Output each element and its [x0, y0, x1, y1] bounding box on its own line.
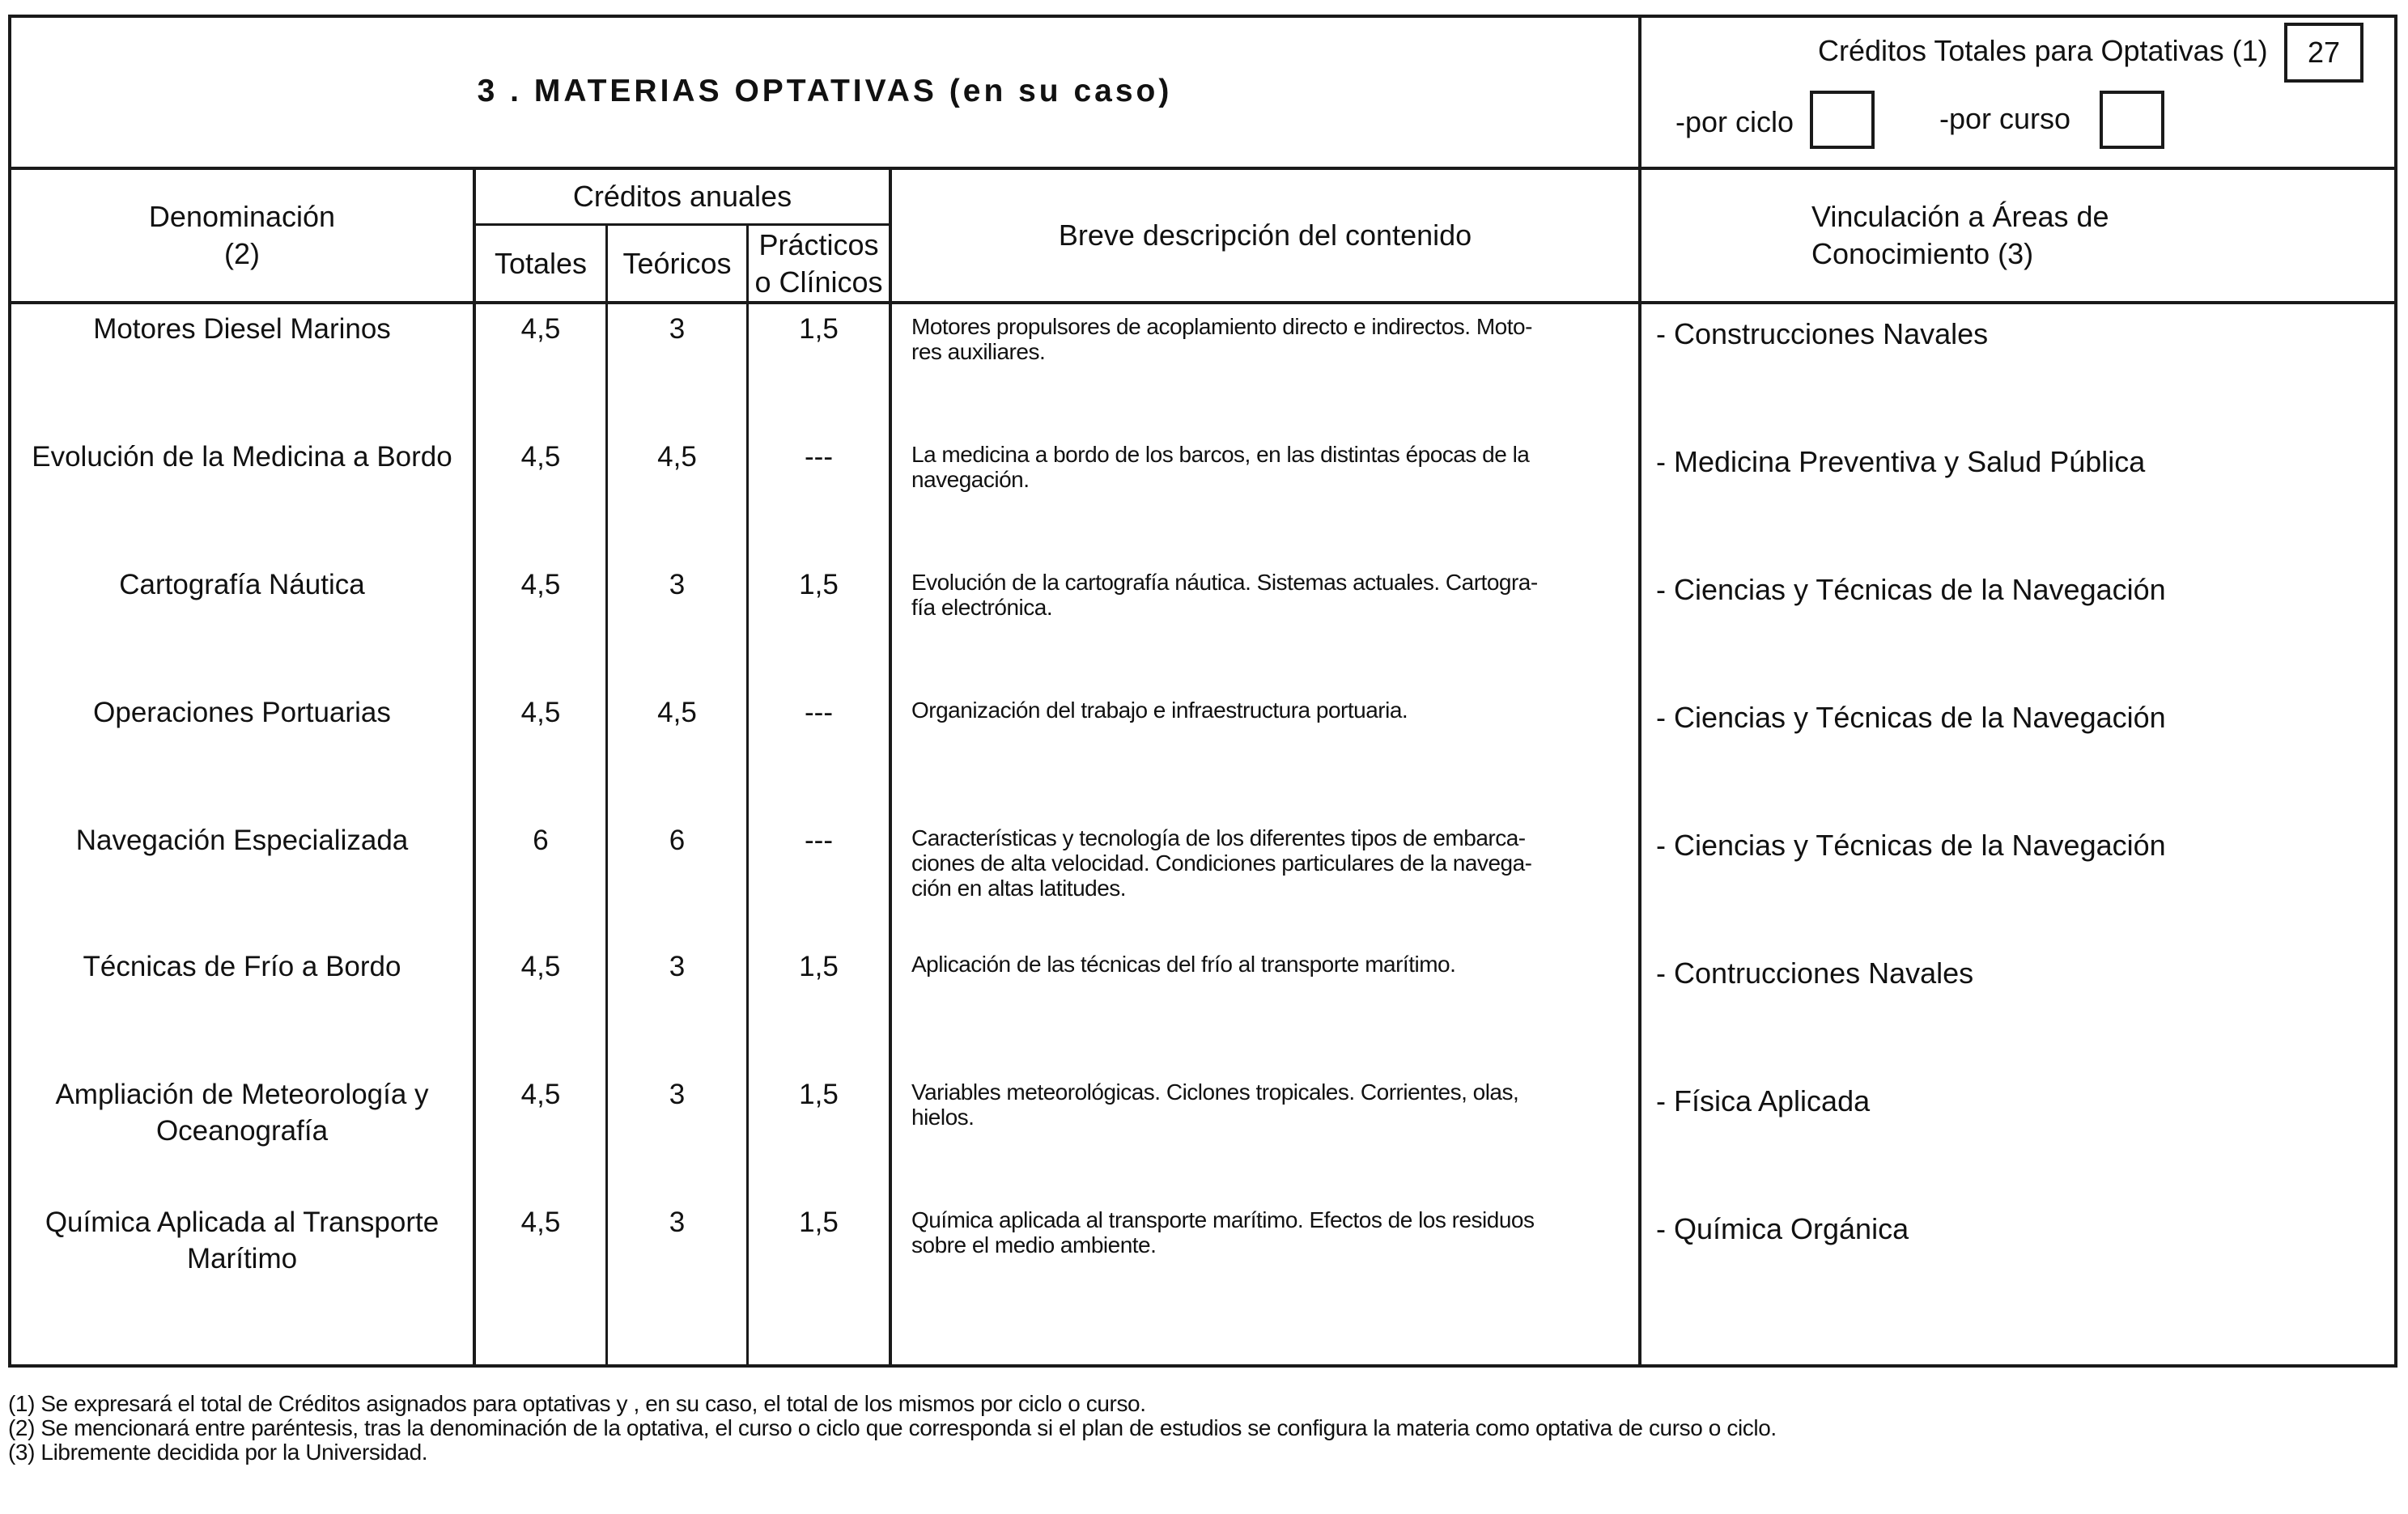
- row-area-conocimiento: - Ciencias y Técnicas de la Navegación: [1656, 701, 2166, 734]
- header-creditos-anuales: [476, 170, 889, 223]
- header-descripcion: [892, 170, 1638, 301]
- row-descripcion: [911, 1207, 1624, 1257]
- row-descripcion-line1: Evolución de la cartografía náutica. Sistemas actuales. Cartogra-: [911, 570, 1538, 595]
- row-descripcion: [911, 314, 1624, 364]
- row-descripcion-line1: Organización del trabajo e infraestructura portuaria.: [911, 698, 1408, 723]
- row-denominacion-line1: Navegación Especializada: [75, 825, 409, 856]
- header-teoricos-label: Teóricos: [622, 246, 732, 280]
- rule-teoricos: [746, 223, 749, 1368]
- row-descripcion: [911, 1079, 1624, 1130]
- row-denominacion: [11, 1204, 473, 1277]
- header-teoricos: [608, 226, 746, 301]
- row-descripcion-line1: La medicina a bordo de los barcos, en las distintas épocas de la: [911, 442, 1530, 467]
- row-descripcion-line1: Características y tecnología de los diferentes tipos de embarca-: [911, 825, 1526, 850]
- row-teoricos: 4,5: [657, 697, 697, 728]
- row-denominacion-line1: Cartografía Náutica: [119, 569, 365, 600]
- header-vinculacion-line2: Conocimiento (3): [1811, 237, 2034, 270]
- row-teoricos: 3: [669, 1079, 686, 1110]
- row-totales: 6: [533, 825, 549, 856]
- footnote-1: (1) Se expresará el total de Créditos asignados para optativas y , en su caso, el total de los mismos por ciclo o curso.: [8, 1391, 1146, 1416]
- creditos-totales-value: 27: [2307, 36, 2341, 69]
- row-area-conocimiento: - Ciencias y Técnicas de la Navegación: [1656, 573, 2166, 606]
- row-totales: 4,5: [520, 1207, 561, 1238]
- row-totales: 4,5: [520, 697, 561, 728]
- row-denominacion: [11, 566, 473, 603]
- row-denominacion: [11, 822, 473, 859]
- por-curso-box: [2100, 91, 2164, 149]
- row-teoricos: 6: [669, 825, 686, 856]
- row-area-conocimiento: - Medicina Preventiva y Salud Pública: [1656, 445, 2146, 478]
- row-descripcion-line1: Química aplicada al transporte marítimo. Efectos de los residuos: [911, 1207, 1535, 1232]
- row-teoricos: 3: [669, 951, 686, 982]
- row-practicos: 1,5: [799, 1079, 839, 1110]
- footnote-2: (2) Se mencionará entre paréntesis, tras la denominación de la optativa, el curso o ciclo que corresponda si el plan de estudios se configura la materia como optativa de curso o ciclo.: [8, 1415, 1777, 1440]
- header-practicos-line1: Prácticos: [758, 227, 879, 261]
- row-practicos: 1,5: [799, 313, 839, 345]
- creditos-totales-label: Créditos Totales para Optativas (1): [1818, 34, 2268, 67]
- row-descripcion-line1: Variables meteorológicas. Ciclones tropicales. Corrientes, olas,: [911, 1079, 1519, 1105]
- row-descripcion: [911, 825, 1624, 901]
- section-title: 3 . MATERIAS OPTATIVAS (en su caso): [477, 74, 1173, 108]
- footnote-3: (3) Libremente decidida por la Universidad.: [8, 1440, 428, 1465]
- creditos-totales-box: [2284, 23, 2363, 83]
- rule-totales: [605, 223, 608, 1368]
- row-practicos: ---: [805, 697, 833, 728]
- header-denominacion-label: Denominación: [148, 200, 336, 233]
- row-totales: 4,5: [520, 951, 561, 982]
- row-denominacion: [11, 694, 473, 731]
- row-denominacion: [11, 948, 473, 985]
- header-practicos-line2: o Clínicos: [754, 265, 883, 299]
- row-denominacion-line1: Motores Diesel Marinos: [93, 313, 391, 345]
- row-descripcion-line2: ciones de alta velocidad. Condiciones particulares de la navega-: [911, 850, 1532, 876]
- row-practicos: 1,5: [799, 951, 839, 982]
- row-area-conocimiento: - Contrucciones Navales: [1656, 956, 1974, 990]
- row-denominacion-line2: Oceanografía: [155, 1115, 329, 1147]
- row-denominacion: [11, 311, 473, 347]
- row-descripcion: [911, 442, 1624, 492]
- row-denominacion-line2: Marítimo: [186, 1243, 298, 1274]
- row-totales: 4,5: [520, 1079, 561, 1110]
- row-teoricos: 3: [669, 569, 686, 600]
- por-ciclo-label: -por ciclo: [1675, 105, 1794, 138]
- row-totales: 4,5: [520, 313, 561, 345]
- row-area-conocimiento: - Química Orgánica: [1656, 1212, 1909, 1245]
- row-practicos: 1,5: [799, 1207, 839, 1238]
- row-practicos: ---: [805, 441, 833, 473]
- header-totales-label: Totales: [494, 246, 588, 280]
- rule-practicos: [889, 167, 892, 1368]
- header-descripcion-label: Breve descripción del contenido: [1058, 218, 1472, 252]
- row-area-conocimiento: - Física Aplicada: [1656, 1084, 1871, 1117]
- row-descripcion: [911, 570, 1624, 620]
- row-teoricos: 3: [669, 1207, 686, 1238]
- row-practicos: ---: [805, 825, 833, 856]
- row-descripcion-line2: navegación.: [911, 467, 1030, 492]
- row-descripcion-line3: ción en altas latitudes.: [911, 876, 1127, 901]
- row-denominacion-line1: Química Aplicada al Transporte: [45, 1207, 440, 1238]
- por-ciclo-box: [1810, 91, 1875, 149]
- header-vinculacion-line1: Vinculación a Áreas de: [1811, 200, 2109, 233]
- row-descripcion-line2: sobre el medio ambiente.: [911, 1232, 1157, 1257]
- row-area-conocimiento: - Ciencias y Técnicas de la Navegación: [1656, 829, 2166, 862]
- header-totales: [476, 226, 605, 301]
- row-descripcion-line1: Motores propulsores de acoplamiento directo e indirectos. Moto-: [911, 314, 1532, 339]
- row-teoricos: 3: [669, 313, 686, 345]
- row-denominacion-line1: Evolución de la Medicina a Bordo: [32, 441, 452, 473]
- row-descripcion: [911, 698, 1624, 723]
- row-practicos: 1,5: [799, 569, 839, 600]
- row-descripcion-line2: hielos.: [911, 1105, 975, 1130]
- rule-below-header: [8, 301, 2397, 304]
- header-creditos-anuales-label: Créditos anuales: [572, 180, 792, 213]
- row-denominacion: [11, 439, 473, 475]
- header-denominacion-note: (2): [224, 237, 260, 270]
- row-denominacion-line1: Operaciones Portuarias: [93, 697, 391, 728]
- row-descripcion-line1: Aplicación de las técnicas del frío al transporte marítimo.: [911, 952, 1456, 977]
- header-denominacion: [11, 170, 473, 301]
- row-denominacion-line1: Técnicas de Frío a Bordo: [83, 951, 401, 982]
- row-teoricos: 4,5: [657, 441, 697, 473]
- por-curso-label: -por curso: [1939, 102, 2071, 135]
- row-totales: 4,5: [520, 441, 561, 473]
- row-area-conocimiento: - Construcciones Navales: [1656, 317, 1989, 350]
- header-practicos: [749, 226, 889, 301]
- header-vinculacion: [1641, 170, 2273, 301]
- row-denominacion: [11, 1076, 473, 1149]
- row-descripcion: [911, 952, 1624, 977]
- row-denominacion-line1: Ampliación de Meteorología y: [55, 1079, 429, 1110]
- row-totales: 4,5: [520, 569, 561, 600]
- row-descripcion-line2: fía electrónica.: [911, 595, 1053, 620]
- row-descripcion-line2: res auxiliares.: [911, 339, 1046, 364]
